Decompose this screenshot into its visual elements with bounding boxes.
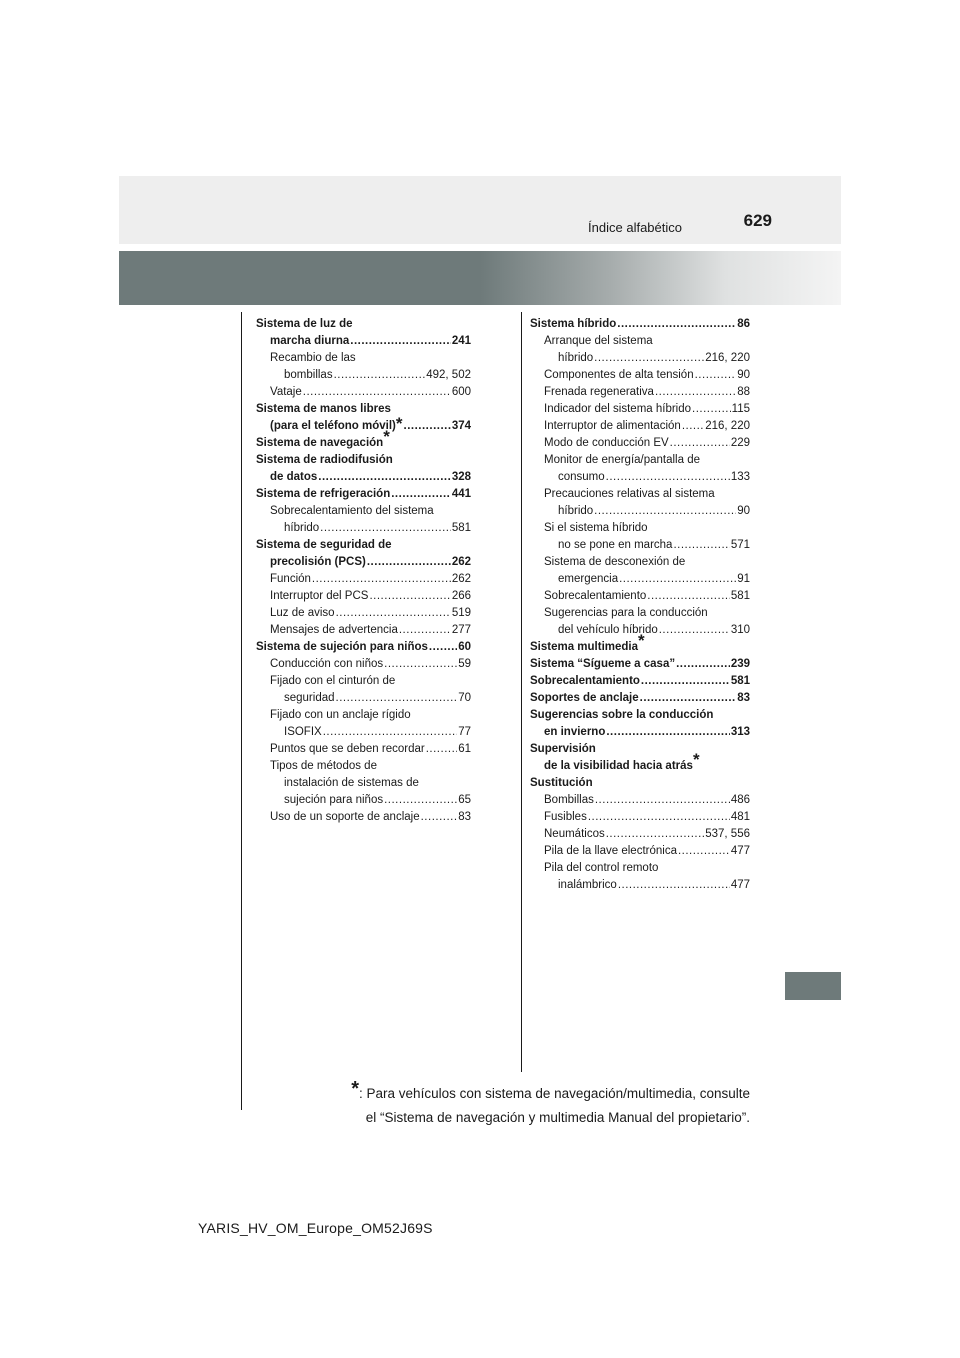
index-entry-term: Precauciones relativas al sistema (544, 488, 715, 500)
index-entry (530, 741, 750, 758)
index-entry-term: bombillas (284, 369, 333, 381)
index-entry (530, 486, 750, 503)
index-entry-term: Mensajes de advertencia (270, 624, 398, 636)
dot-leader (391, 486, 451, 503)
dot-leader (640, 690, 737, 707)
dot-leader (678, 843, 730, 860)
index-entry-term: Sistema de desconexión de (544, 556, 686, 568)
footnote-star-marker: * (638, 631, 645, 650)
index-entry-term: Sistema multimedia (530, 641, 639, 653)
index-entry (256, 605, 471, 622)
index-entry (530, 656, 750, 673)
index-entry-term: Conducción con niños (270, 658, 384, 670)
index-entry-page: 115 (731, 403, 750, 415)
index-entry-term: Interruptor del PCS (270, 590, 369, 602)
index-entry (256, 792, 471, 809)
index-entry (256, 520, 471, 537)
dot-leader (588, 809, 730, 826)
index-entry-page: 537, 556 (705, 828, 750, 840)
dot-leader (682, 418, 704, 435)
index-entry-term: consumo (558, 471, 605, 483)
index-entry-term: Sistema de sujeción para niños (256, 641, 428, 653)
index-entry-term: Fusibles (544, 811, 587, 823)
index-entry-term: Sobrecalentamiento (530, 675, 640, 687)
index-entry-term: instalación de sistemas de (284, 777, 419, 789)
index-entry-term: Modo de conducción EV (544, 437, 669, 449)
index-entry (256, 673, 471, 690)
index-entry-term: Sistema híbrido (530, 318, 617, 330)
column-divider-rule (521, 312, 522, 1072)
dot-leader (384, 656, 457, 673)
header-gradient-bar (119, 251, 841, 305)
index-entry-term: Sistema de navegación (256, 437, 384, 449)
index-entry-term: Frenada regenerativa (544, 386, 654, 398)
index-entry-term: Sistema “Sígueme a casa” (530, 658, 676, 670)
index-entry (256, 452, 471, 469)
dot-leader (594, 503, 736, 520)
index-entry-term: inalámbrico (558, 879, 617, 891)
dot-leader (673, 537, 729, 554)
index-entry-term: Neumáticos (544, 828, 605, 840)
dot-leader (692, 401, 731, 418)
index-entry-term: Sobrecalentamiento (544, 590, 647, 602)
index-entry-term: no se pone en marcha (558, 539, 673, 551)
index-entry (530, 809, 750, 826)
index-entry (256, 690, 471, 707)
index-entry (530, 750, 750, 775)
dot-leader (369, 588, 450, 605)
index-entry-page: 61 (458, 743, 471, 755)
index-entry (530, 707, 750, 724)
index-entry-term: Fijado con el cinturón de (270, 675, 396, 687)
index-entry-term: Recambio de las (270, 352, 356, 364)
index-entry (530, 537, 750, 554)
index-entry-term: seguridad (284, 692, 335, 704)
index-entry: (para el teléfono móvil) * ..... 374 (256, 418, 471, 435)
index-entry-page: 486 (730, 794, 750, 806)
index-entry-page: 481 (730, 811, 750, 823)
index-entry-term: ISOFIX (284, 726, 322, 738)
index-entry-term: Sistema de refrigeración (256, 488, 391, 500)
index-column-left (256, 316, 471, 826)
index-entry-page: 310 (730, 624, 750, 636)
index-entry-term: Sobrecalentamiento del sistema (270, 505, 434, 517)
index-entry-page: 277 (451, 624, 471, 636)
index-entry-page: 262 (451, 556, 471, 568)
index-entry-term: híbrido (558, 505, 594, 517)
document-id: YARIS_HV_OM_Europe_OM52J69S (198, 1220, 433, 1236)
index-entry (256, 401, 471, 418)
index-entry (530, 605, 750, 622)
index-entry-term: Tipos de métodos de (270, 760, 377, 772)
index-entry (256, 639, 471, 656)
index-entry-term: Uso de un soporte de anclaje (270, 811, 420, 823)
dot-leader (336, 605, 451, 622)
index-entry-term: Pila del control remoto (544, 862, 659, 874)
index-entry (530, 631, 750, 656)
index-entry (256, 571, 471, 588)
index-entry (530, 469, 750, 486)
dot-leader (367, 554, 451, 571)
index-entry-term: (para el teléfono móvil) (270, 420, 396, 432)
footnote-star-marker: * (383, 427, 390, 446)
index-entry (256, 384, 471, 401)
index-entry-page: 581 (730, 675, 750, 687)
index-entry (256, 316, 471, 333)
index-entry-page: 328 (451, 471, 471, 483)
index-entry-page: 88 (737, 386, 750, 398)
index-entry-page: 241 (451, 335, 471, 347)
index-entry (530, 503, 750, 520)
index-entry (256, 486, 471, 503)
index-entry-page: 581 (730, 590, 750, 602)
index-entry (256, 554, 471, 571)
index-entry (530, 877, 750, 894)
index-entry-term: híbrido (284, 522, 320, 534)
index-entry-term: Si el sistema híbrido (544, 522, 648, 534)
index-entry (256, 809, 471, 826)
index-entry-page: 60 (458, 641, 471, 653)
dot-leader (320, 520, 451, 537)
dot-leader (647, 588, 730, 605)
index-entry-page: 477 (730, 845, 750, 857)
index-entry (530, 520, 750, 537)
index-entry (256, 503, 471, 520)
dot-leader (619, 571, 736, 588)
index-entry (256, 775, 471, 792)
dot-leader (617, 316, 736, 333)
index-entry (530, 690, 750, 707)
index-entry-page: 571 (730, 539, 750, 551)
index-entry-term: Indicador del sistema híbrido (544, 403, 692, 415)
index-entry-term: híbrido (558, 352, 594, 364)
dot-leader (670, 435, 730, 452)
index-entry-term: Supervisión (530, 743, 596, 755)
index-entry-term: Función (270, 573, 311, 585)
index-entry-term: Sistema de manos libres (256, 403, 391, 415)
index-entry (256, 622, 471, 639)
index-entry-term: Pila de la llave electrónica (544, 845, 677, 857)
dot-leader (334, 367, 426, 384)
index-entry-page: 83 (737, 692, 750, 704)
dot-leader (399, 622, 451, 639)
index-entry (530, 452, 750, 469)
index-entry (256, 537, 471, 554)
left-margin-rule (241, 312, 242, 1110)
footnote-star-marker: * (692, 750, 700, 769)
index-entry-term: Fijado con un anclaje rígido (270, 709, 411, 721)
footnote-line-1 (330, 1078, 750, 1106)
index-entry-term: Componentes de alta tensión (544, 369, 694, 381)
index-entry-term: marcha diurna (270, 335, 350, 347)
index-entry (530, 418, 750, 435)
dot-leader (606, 826, 705, 843)
index-entry (530, 401, 750, 418)
index-entry (530, 571, 750, 588)
index-entry-term: de datos (270, 471, 318, 483)
dot-leader (641, 673, 730, 690)
index-entry-term: Puntos que se deben recordar (270, 743, 425, 755)
index-entry (256, 656, 471, 673)
dot-leader (421, 809, 458, 826)
index-entry-page: 216, 220 (705, 352, 750, 364)
index-entry (530, 826, 750, 843)
index-entry-term: Monitor de energía/pantalla de (544, 454, 700, 466)
dot-leader (606, 724, 729, 741)
index-entry-page: 266 (451, 590, 471, 602)
dot-leader (384, 792, 457, 809)
index-entry-term: Luz de aviso (270, 607, 335, 619)
index-entry-page: 239 (730, 658, 750, 670)
index-entry-page: 133 (730, 471, 750, 483)
dot-leader (323, 724, 458, 741)
index-entry (530, 792, 750, 809)
index-entry-term: Sustitución (530, 777, 593, 789)
dot-leader (676, 656, 730, 673)
index-entry (256, 724, 471, 741)
footnote-text-1: : Para vehículos con sistema de navegación/multimedia, consulte (359, 1086, 750, 1101)
index-entry-term: del vehículo híbrido (558, 624, 658, 636)
index-entry-page: 90 (737, 505, 750, 517)
index-entry-page: 229 (730, 437, 750, 449)
dot-leader (429, 639, 457, 656)
index-entry-page: 70 (458, 692, 471, 704)
index-entry (256, 707, 471, 724)
index-entry (256, 469, 471, 486)
index-entry-page: 91 (737, 573, 750, 585)
index-entry-page: 600 (451, 386, 471, 398)
index-entry-term: Sistema de radiodifusión (256, 454, 393, 466)
index-entry (530, 435, 750, 452)
index-entry-page: 374 (451, 420, 471, 432)
index-entry (256, 741, 471, 758)
index-entry-term: sujeción para niños (284, 794, 384, 806)
index-entry (256, 333, 471, 350)
index-entry (530, 367, 750, 384)
index-entry-term: Vataje (270, 386, 302, 398)
index-entry (530, 843, 750, 860)
dot-leader (659, 622, 730, 639)
index-entry-term: Bombillas (544, 794, 594, 806)
index-entry-page: 90 (737, 369, 750, 381)
index-entry (530, 673, 750, 690)
dot-leader (312, 571, 451, 588)
index-entry-page: 65 (458, 794, 471, 806)
index-entry-page: 262 (451, 573, 471, 585)
index-entry (256, 588, 471, 605)
chapter-tab (785, 972, 841, 1000)
dot-leader (318, 469, 451, 486)
dot-leader (350, 333, 451, 350)
index-entry (530, 860, 750, 877)
page-number: 629 (743, 211, 772, 230)
dot-leader (695, 367, 737, 384)
index-entry-term: en invierno (544, 726, 606, 738)
index-entry-term: Sistema de seguridad de (256, 539, 392, 551)
section-title: Índice alfabético (588, 220, 682, 235)
dot-leader (336, 690, 458, 707)
index-entry-term: Sugerencias para la conducción (544, 607, 708, 619)
index-entry-page: 216, 220 (705, 420, 750, 432)
index-entry-term: Sistema de luz de (256, 318, 353, 330)
index-entry (530, 333, 750, 350)
index-entry-term: de la visibilidad hacia atrás (544, 760, 693, 772)
index-entry (256, 367, 471, 384)
index-entry-page: 581 (451, 522, 471, 534)
dot-leader (595, 792, 730, 809)
index-entry-term: Sugerencias sobre la conducción (530, 709, 714, 721)
index-entry-page: 77 (458, 726, 471, 738)
index-entry-page: 519 (451, 607, 471, 619)
index-entry-page: 313 (730, 726, 750, 738)
dot-leader (606, 469, 730, 486)
index-entry (256, 350, 471, 367)
index-column-right (530, 316, 750, 894)
index-entry-page: 477 (730, 879, 750, 891)
dot-leader (404, 418, 451, 435)
header-band (119, 176, 841, 244)
dot-leader (426, 741, 457, 758)
index-entry-page: 83 (458, 811, 471, 823)
index-entry-term: Arranque del sistema (544, 335, 653, 347)
footnote (330, 1078, 750, 1130)
index-entry (530, 775, 750, 792)
index-entry-page: 59 (458, 658, 471, 670)
index-entry-page: 441 (451, 488, 471, 500)
index-entry (256, 427, 471, 452)
footnote-line-2: el “Sistema de navegación y multimedia Manual del propietario”. (365, 1110, 750, 1125)
index-entry-page: 492, 502 (426, 369, 471, 381)
index-entry-page: 86 (737, 318, 750, 330)
dot-leader (655, 384, 736, 401)
dot-leader (303, 384, 451, 401)
index-entry-term: emergencia (558, 573, 619, 585)
index-entry (530, 384, 750, 401)
footnote-star: * (351, 1078, 360, 1100)
index-entry (530, 316, 750, 333)
index-entry-term: Soportes de anclaje (530, 692, 639, 704)
index-entry-term: Interruptor de alimentación (544, 420, 681, 432)
index-entry (530, 350, 750, 367)
dot-leader (594, 350, 704, 367)
index-entry (530, 588, 750, 605)
dot-leader (618, 877, 730, 894)
index-entry (256, 758, 471, 775)
index-entry (530, 554, 750, 571)
index-entry (530, 724, 750, 741)
index-entry-term: precolisión (PCS) (270, 556, 366, 568)
